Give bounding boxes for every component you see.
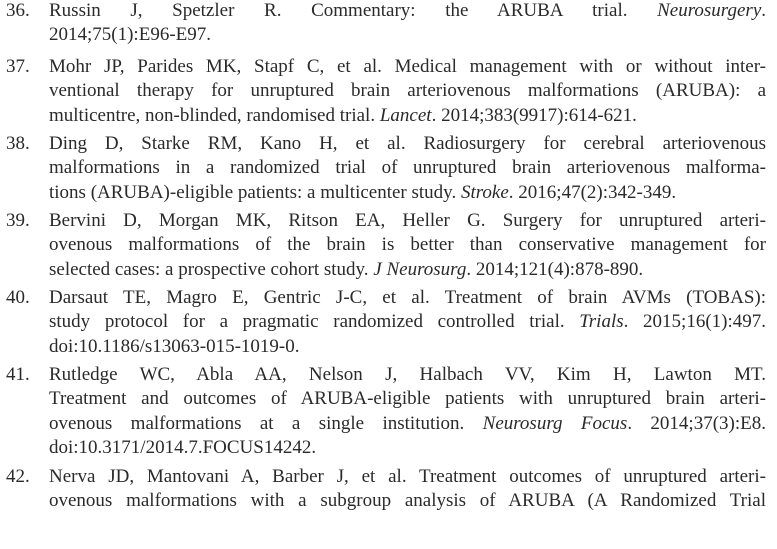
reference-line: ovenous malformations with a subgroup analysis of ARUBA (A Randomized Trial [49, 490, 766, 512]
reference-line: Russin J, Spetzler R. Commentary: the ARUBA trial. Neurosurgery. [49, 0, 766, 21]
reference-line: Darsaut TE, Magro E, Gentric J-C, et al. Treatment of brain AVMs (TOBAS): [49, 287, 766, 308]
reference-line: Rutledge WC, Abla AA, Nelson J, Halbach VV, Kim H, Lawton MT. [49, 364, 766, 385]
reference-line: 2014;75(1):E96-E97. [49, 24, 212, 46]
reference-line: doi:10.3171/2014.7.FOCUS14242. [49, 437, 317, 459]
reference-line: malformations in a randomized trial of unruptured brain arteriovenous malforma- [49, 157, 766, 179]
reference-number: 40. [6, 287, 30, 308]
reference-line: tions (ARUBA)-eligible patients: a multicenter study. Stroke. 2016;47(2):342-349. [49, 181, 677, 203]
reference-line: doi:10.1186/s13063-015-1019-0. [49, 335, 300, 357]
reference-line: ventional therapy for unruptured brain arteriovenous malformations (ARUBA): a [49, 80, 766, 102]
reference-line: Treatment and outcomes of ARUBA-eligible patients with unruptured brain arteri- [49, 388, 766, 410]
reference-number: 39. [6, 210, 30, 231]
reference-line: selected cases: a prospective cohort study. J Neurosurg. 2014;121(4):878-890. [49, 258, 644, 280]
reference-number: 42. [6, 466, 30, 487]
reference-line: Mohr JP, Parides MK, Stapf C, et al. Medical management with or without inter- [49, 56, 766, 77]
reference-line: ovenous malformations of the brain is better than conservative management for [49, 234, 766, 256]
reference-line: Nerva JD, Mantovani A, Barber J, et al. Treatment outcomes of unruptured arteri- [49, 466, 766, 487]
reference-number: 37. [6, 56, 30, 77]
reference-number: 41. [6, 364, 30, 385]
reference-number: 36. [6, 0, 30, 21]
reference-line: study protocol for a pragmatic randomized controlled trial. Trials. 2015;16(1):497. [49, 311, 766, 333]
reference-line: Ding D, Starke RM, Kano H, et al. Radiosurgery for cerebral arteriovenous [49, 133, 766, 154]
reference-number: 38. [6, 133, 30, 154]
reference-line: multicentre, non-blinded, randomised trial. Lancet. 2014;383(9917):614-621. [49, 104, 637, 126]
reference-line: Bervini D, Morgan MK, Ritson EA, Heller G. Surgery for unruptured arteri- [49, 210, 766, 231]
reference-line: ovenous malformations at a single institution. Neurosurg Focus. 2014;37(3):E8. [49, 412, 766, 434]
